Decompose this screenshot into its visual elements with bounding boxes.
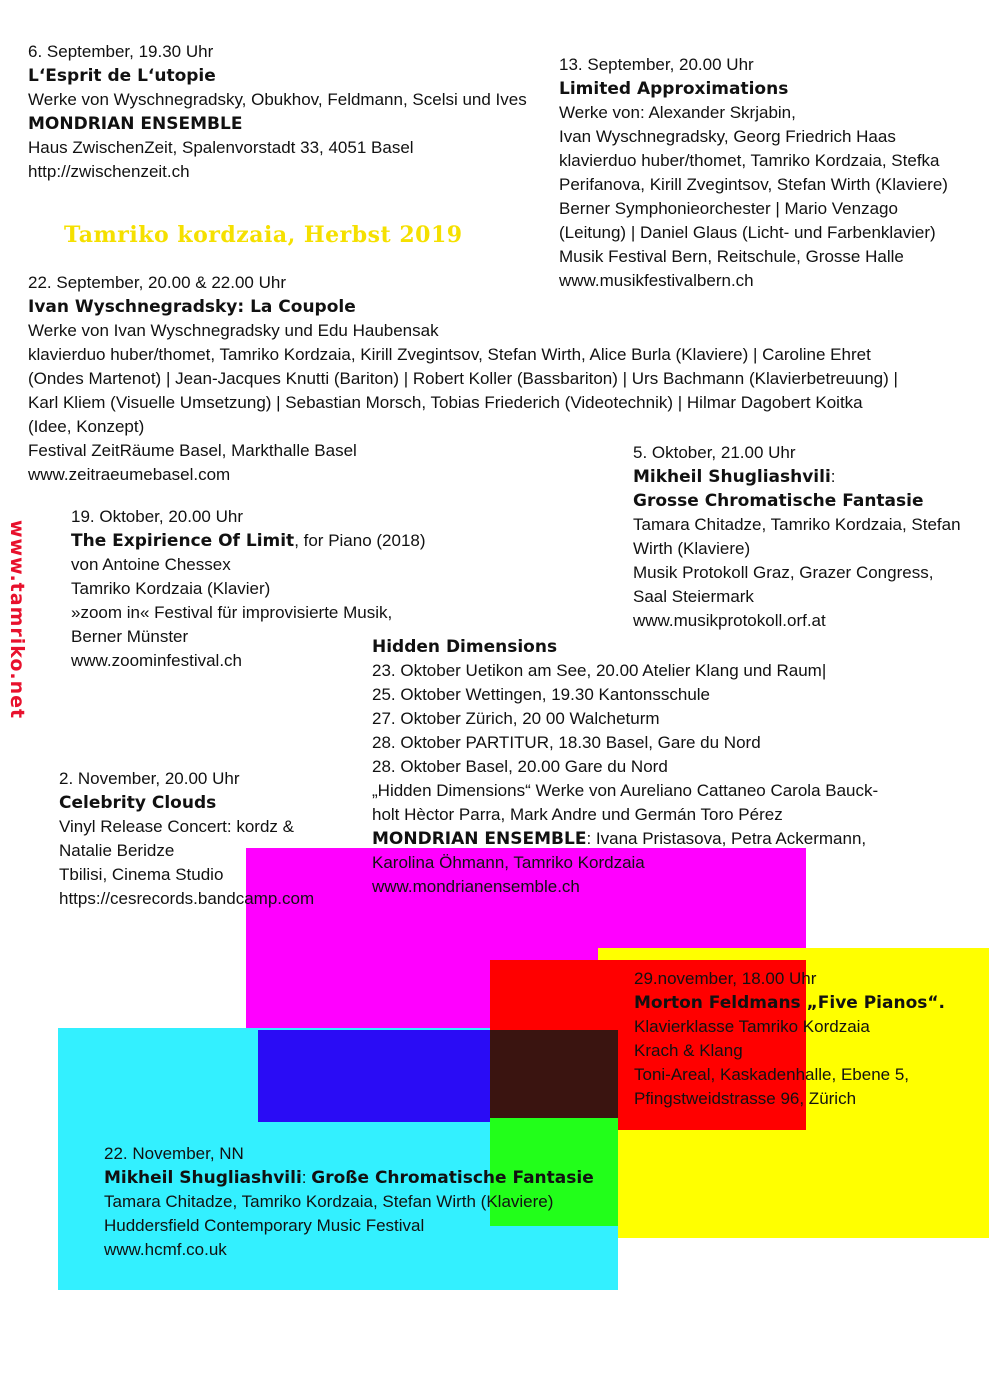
event-line: klavierduo huber/thomet, Tamriko Kordzaia, Stefka — [559, 151, 940, 170]
event-date: 13. September, 20.00 Uhr — [559, 55, 754, 74]
event-ensemble: MONDRIAN ENSEMBLE — [372, 829, 587, 849]
event-line: Berner Symphonieorchester | Mario Venzago — [559, 199, 898, 218]
event-date: 29.november, 18.00 Uhr — [634, 969, 817, 988]
event-line: Musik Festival Bern, Reitschule, Grosse Halle — [559, 247, 904, 266]
event-title-colon: : — [301, 1168, 312, 1187]
event-line: Klavierklasse Tamriko Kordzaia — [634, 1017, 870, 1036]
event-url[interactable]: www.musikprotokoll.orf.at — [633, 611, 826, 630]
event-line: Tamriko Kordzaia (Klavier) — [71, 579, 271, 598]
event-works: Werke von Wyschnegradsky, Obukhov, Feldmann, Scelsi und Ives — [28, 90, 527, 109]
event-url[interactable]: www.hcmf.co.uk — [104, 1240, 227, 1259]
page-title: Tamriko kordzaia, Herbst 2019 — [64, 222, 463, 248]
event-line: Festival ZeitRäume Basel, Markthalle Basel — [28, 441, 357, 460]
event-url[interactable]: www.mondrianensemble.ch — [372, 877, 580, 896]
event-line: Tamara Chitadze, Tamriko Kordzaia, Stefan — [633, 515, 961, 534]
event-line: Toni-Areal, Kaskadenhalle, Ebene 5, — [634, 1065, 910, 1084]
event-hidden-dimensions — [372, 635, 878, 899]
event-line: (Idee, Konzept) — [28, 417, 145, 436]
event-date: 5. Oktober, 21.00 Uhr — [633, 443, 796, 462]
event-url[interactable]: http://zwischenzeit.ch — [28, 162, 190, 181]
event-2-november — [59, 767, 314, 911]
event-line: (Ondes Martenot) | Jean-Jacques Knutti (Bariton) | Robert Koller (Bassbariton) | Urs Bachmann (Klavierbetreuung) | — [28, 369, 898, 388]
event-url[interactable]: www.zoominfestival.ch — [71, 651, 243, 670]
event-line: Karolina Öhmann, Tamriko Kordzaia — [372, 853, 645, 872]
event-line: 23. Oktober Uetikon am See, 20.00 Atelier Klang und Raum| — [372, 661, 827, 680]
event-line: Berner Münster — [71, 627, 189, 646]
event-url[interactable]: https://cesrecords.bandcamp.com — [59, 889, 315, 908]
event-title: Mikheil Shugliashvili — [104, 1168, 302, 1188]
event-13-september — [559, 53, 948, 293]
dark-overlap — [490, 1030, 618, 1118]
event-line: 28. Oktober PARTITUR, 18.30 Basel, Gare du Nord — [372, 733, 761, 752]
event-subtitle: Große Chromatische Fantasie — [311, 1168, 594, 1188]
event-url[interactable]: www.zeitraeumebasel.com — [28, 465, 231, 484]
event-date: 6. September, 19.30 Uhr — [28, 42, 214, 61]
event-url[interactable]: www.musikfestivalbern.ch — [559, 271, 754, 290]
event-line: Musik Protokoll Graz, Grazer Congress, — [633, 563, 934, 582]
event-title: L‘Esprit de L‘utopie — [28, 66, 216, 86]
event-line: Vinyl Release Concert: kordz & — [59, 817, 294, 836]
event-line: 27. Oktober Zürich, 20 00 Walcheturm — [372, 709, 660, 728]
event-title: Hidden Dimensions — [372, 637, 558, 657]
event-line: Huddersfield Contemporary Music Festival — [104, 1216, 425, 1235]
event-title: Mikheil Shugliashvili — [633, 467, 831, 487]
event-line: von Antoine Chessex — [71, 555, 231, 574]
event-title: Ivan Wyschnegradsky: La Coupole — [28, 297, 356, 317]
event-line: „Hidden Dimensions“ Werke von Aureliano Cattaneo Carola Bauck- — [372, 781, 879, 800]
event-line: Perifanova, Kirill Zvegintsov, Stefan Wirth (Klaviere) — [559, 175, 948, 194]
event-ensemble-members: : Ivana Pristasova, Petra Ackermann, — [586, 829, 867, 848]
event-22-november — [104, 1142, 594, 1262]
event-29-november — [634, 967, 945, 1111]
event-line: klavierduo huber/thomet, Tamriko Kordzaia, Kirill Zvegintsov, Stefan Wirth, Alice Burla (Klaviere) | Caroline Ehret — [28, 345, 871, 364]
blue-overlap — [258, 1030, 490, 1122]
event-title: Limited Approximations — [559, 79, 789, 99]
event-line: Karl Kliem (Visuelle Umsetzung) | Sebastian Morsch, Tobias Friederich (Videotechnik) | Hilmar Dagobert Koitka — [28, 393, 863, 412]
event-title: Morton Feldmans „Five Pianos“. — [634, 993, 946, 1013]
event-date: 19. Oktober, 20.00 Uhr — [71, 507, 243, 526]
event-title: The Expirience Of Limit — [71, 531, 295, 551]
event-date: 2. November, 20.00 Uhr — [59, 769, 240, 788]
event-line: Saal Steiermark — [633, 587, 754, 606]
event-line: Werke von: Alexander Skrjabin, — [559, 103, 796, 122]
event-date: 22. September, 20.00 & 22.00 Uhr — [28, 273, 287, 292]
event-venue: Haus ZwischenZeit, Spalenvorstadt 33, 4051 Basel — [28, 138, 414, 157]
event-line: (Leitung) | Daniel Glaus (Licht- und Farbenklavier) — [559, 223, 936, 242]
event-6-september — [28, 40, 527, 184]
event-5-oktober — [633, 441, 961, 633]
event-line: Tbilisi, Cinema Studio — [59, 865, 224, 884]
event-line: 28. Oktober Basel, 20.00 Gare du Nord — [372, 757, 668, 776]
event-title: Celebrity Clouds — [59, 793, 217, 813]
event-line: Werke von Ivan Wyschnegradsky und Edu Haubensak — [28, 321, 439, 340]
event-line: 25. Oktober Wettingen, 19.30 Kantonsschule — [372, 685, 711, 704]
event-line: Krach & Klang — [634, 1041, 743, 1060]
event-date: 22. November, NN — [104, 1144, 244, 1163]
event-title-colon: : — [830, 467, 836, 486]
side-url-text: www.tamriko.net — [6, 520, 28, 720]
event-line: »zoom in« Festival für improvisierte Musik, — [71, 603, 393, 622]
event-line: Pfingstweidstrasse 96, Zürich — [634, 1089, 857, 1108]
event-title-suffix: , for Piano (2018) — [294, 531, 426, 550]
event-line: Natalie Beridze — [59, 841, 175, 860]
event-line: holt Hèctor Parra, Mark Andre und Germán Toro Pérez — [372, 805, 783, 824]
event-line: Ivan Wyschnegradsky, Georg Friedrich Haas — [559, 127, 896, 146]
event-subtitle: Grosse Chromatische Fantasie — [633, 491, 924, 511]
event-line: Tamara Chitadze, Tamriko Kordzaia, Stefan Wirth (Klaviere) — [104, 1192, 554, 1211]
event-ensemble: MONDRIAN ENSEMBLE — [28, 114, 243, 134]
event-line: Wirth (Klaviere) — [633, 539, 751, 558]
